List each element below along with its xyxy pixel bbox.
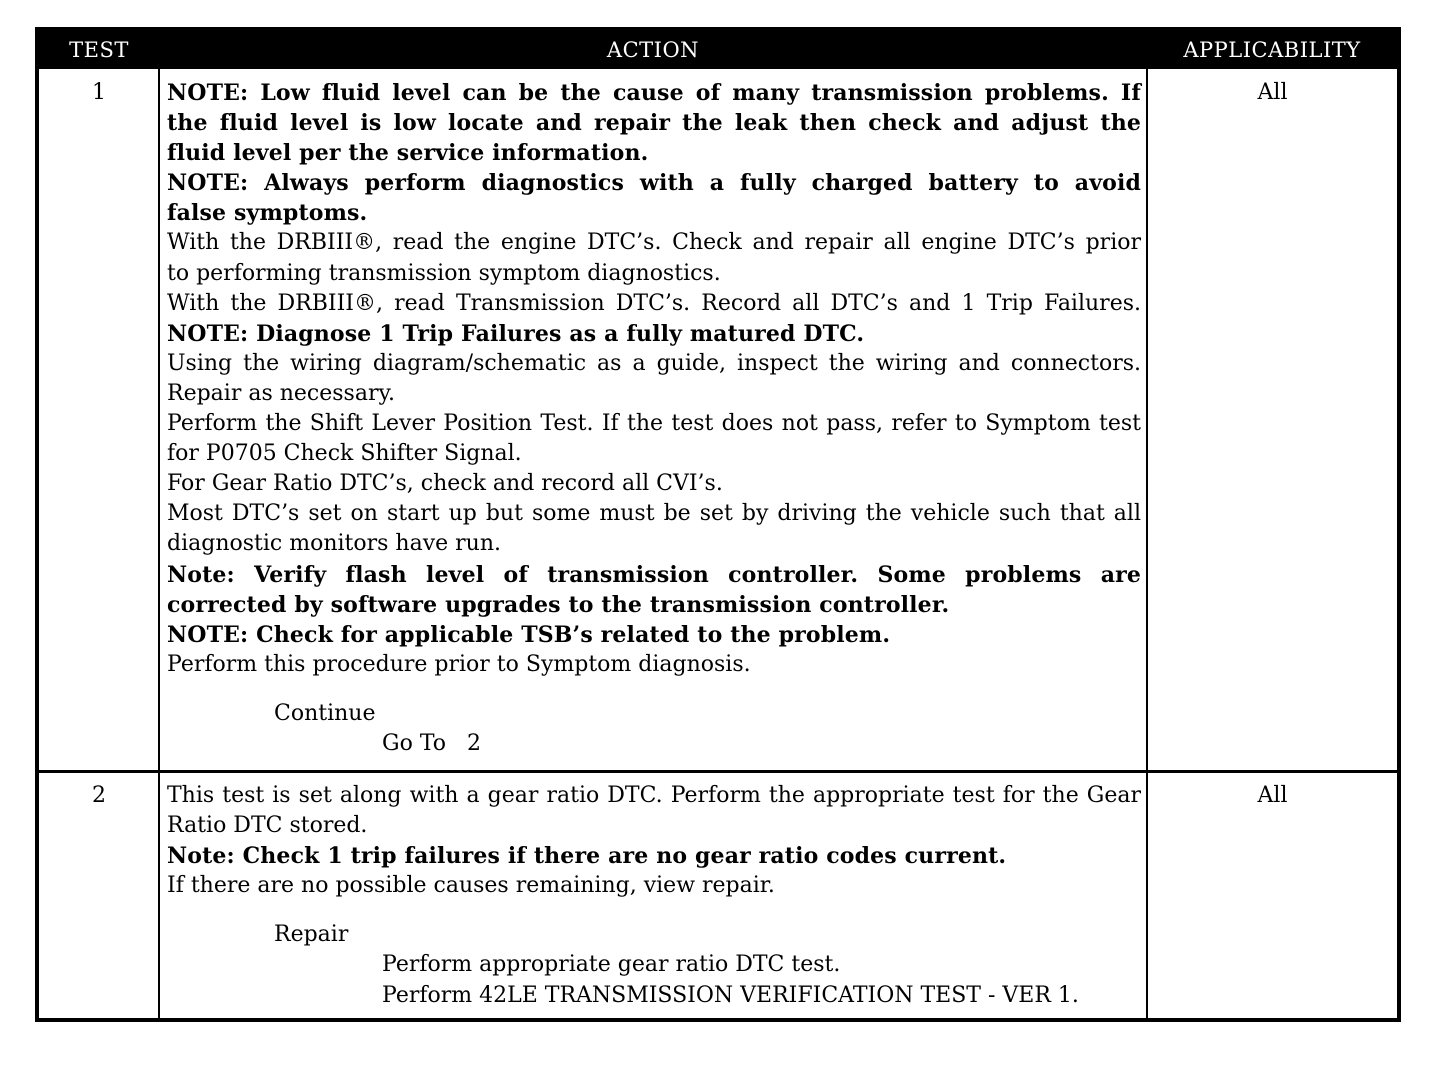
note-line: NOTE: Diagnose 1 Trip Failures as a fully matured DTC. — [167, 320, 865, 347]
column-divider — [1146, 69, 1148, 1018]
header-action: ACTION — [606, 38, 700, 62]
action-text — [167, 78, 1141, 759]
note-line: corrected by software upgrades to the transmission controller. — [167, 591, 950, 618]
instruction-line: This test is set along with a gear ratio DTC. Perform the appropriate test for the Gear — [167, 783, 1141, 808]
test-number: 1 — [92, 80, 106, 105]
instruction-line: diagnostic monitors have run. — [167, 531, 501, 557]
instruction-line: for P0705 Check Shifter Signal. — [167, 441, 522, 467]
applicability-value: All — [1257, 80, 1288, 105]
instruction-line: to performing transmission symptom diagnostics. — [167, 260, 721, 286]
instruction-line: Ratio DTC stored. — [167, 813, 368, 839]
instruction-line: With the DRBIII®, read Transmission DTC’s. Record all DTC’s and 1 Trip Failures. — [167, 290, 1141, 316]
note-line: NOTE: Check for applicable TSB’s related to the problem. — [167, 621, 891, 648]
note-line: Note: Verify flash level of transmission controller. Some problems are — [167, 561, 1141, 588]
instruction-line: Perform the Shift Lever Position Test. If the test does not pass, refer to Symptom test — [167, 411, 1141, 437]
instruction-line: For Gear Ratio DTC’s, check and record all CVI’s. — [167, 471, 723, 497]
note-line: false symptoms. — [167, 200, 368, 227]
note-line: NOTE: Low fluid level can be the cause of many transmission problems. If — [167, 80, 1141, 106]
outcome-label: Repair — [274, 922, 349, 948]
note-line: the fluid level is low locate and repair the leak then check and adjust the — [167, 110, 1141, 137]
instruction-line: Repair as necessary. — [167, 380, 395, 406]
note-line: fluid level per the service information. — [167, 140, 649, 167]
header-test: TEST — [69, 38, 129, 62]
outcome-action: Perform 42LE TRANSMISSION VERIFICATION TEST - VER 1. — [382, 982, 1079, 1008]
table-header — [39, 31, 1397, 69]
instruction-line: Perform this procedure prior to Symptom diagnosis. — [167, 651, 751, 677]
outcome-label: Continue — [274, 700, 376, 726]
action-text — [167, 781, 1141, 1011]
applicability-value: All — [1257, 783, 1288, 808]
row-divider — [39, 770, 1397, 773]
outcome-action: Go To 2 — [382, 730, 481, 756]
outcome-action: Perform appropriate gear ratio DTC test. — [382, 952, 841, 978]
instruction-line: Most DTC’s set on start up but some must be set by driving the vehicle such that all — [167, 501, 1141, 527]
instruction-line: With the DRBIII®, read the engine DTC’s. Check and repair all engine DTC’s prior — [167, 230, 1141, 256]
instruction-line: If there are no possible causes remaining, view repair. — [167, 873, 775, 899]
instruction-line: Using the wiring diagram/schematic as a guide, inspect the wiring and connectors. — [167, 350, 1141, 376]
column-divider — [158, 69, 160, 1018]
header-applicability: APPLICABILITY — [1183, 38, 1361, 62]
diagnostic-table — [35, 27, 1401, 1022]
note-line: NOTE: Always perform diagnostics with a fully charged battery to avoid — [167, 170, 1141, 197]
note-line: Note: Check 1 trip failures if there are no gear ratio codes current. — [167, 843, 1007, 870]
test-number: 2 — [92, 783, 106, 808]
